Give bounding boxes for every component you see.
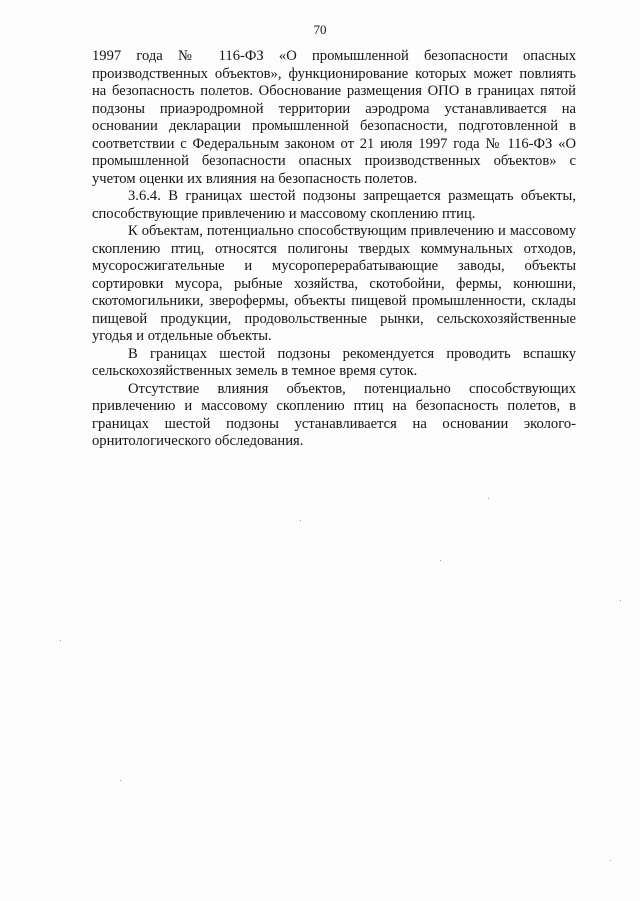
- paragraph-plowing-recommendation: В границах шестой подзоны рекомендуется проводить вспашку сельскохозяйственных земель в темное время суток.: [92, 345, 576, 379]
- scan-speck: [440, 560, 441, 561]
- scan-speck: [488, 498, 489, 499]
- paragraph-bird-attracting-objects: К объектам, потенциально способствующим привлечению и массовому скоплению птиц, относятся полигоны твердых коммунальных отходов, мусоросжигательные и мусороперерабатывающие заводы, объекты сортировки мусора, рыбные хозяйства, скотобойни, фермы, конюшни, скотомогильники, зверофермы, объекты пищевой промышленности, склады пищевой продукции, продовольственные рынки, сельскохозяйственные угодья и отдельные объекты.: [92, 223, 576, 344]
- scan-speck: [60, 640, 61, 641]
- paragraph-law-reference: 1997 года № 116-ФЗ «О промышленной безопасности опасных производственных объектов», функционирование которых может повлиять на безопасность полетов. Обоснование размещения ОПО в границах пятой подзоны приаэродромной территории аэродрома устанавливается на основании декларации промышленной безопасности, подготовленной в соответствии с Федеральным законом от 21 июля 1997 года № 116-ФЗ «О промышленной безопасности опасных производственных объектов» с учетом оценки их влияния на безопасность полетов.: [92, 48, 576, 187]
- scan-speck: [300, 520, 301, 521]
- scan-speck: [120, 780, 121, 781]
- paragraph-section-3-6-4: 3.6.4. В границах шестой подзоны запрещается размещать объекты, способствующие привлечению и массовому скоплению птиц.: [92, 188, 576, 222]
- document-body: [92, 48, 576, 451]
- scan-speck: [610, 860, 611, 861]
- page-number: 70: [313, 22, 327, 37]
- scan-speck: [620, 600, 621, 601]
- paragraph-ornithological-survey: Отсутствие влияния объектов, потенциально способствующих привлечению и массовому скоплению птиц на безопасность полетов, в границах шестой подзоны устанавливается на основании эколого-орнитологического обследования.: [92, 380, 576, 449]
